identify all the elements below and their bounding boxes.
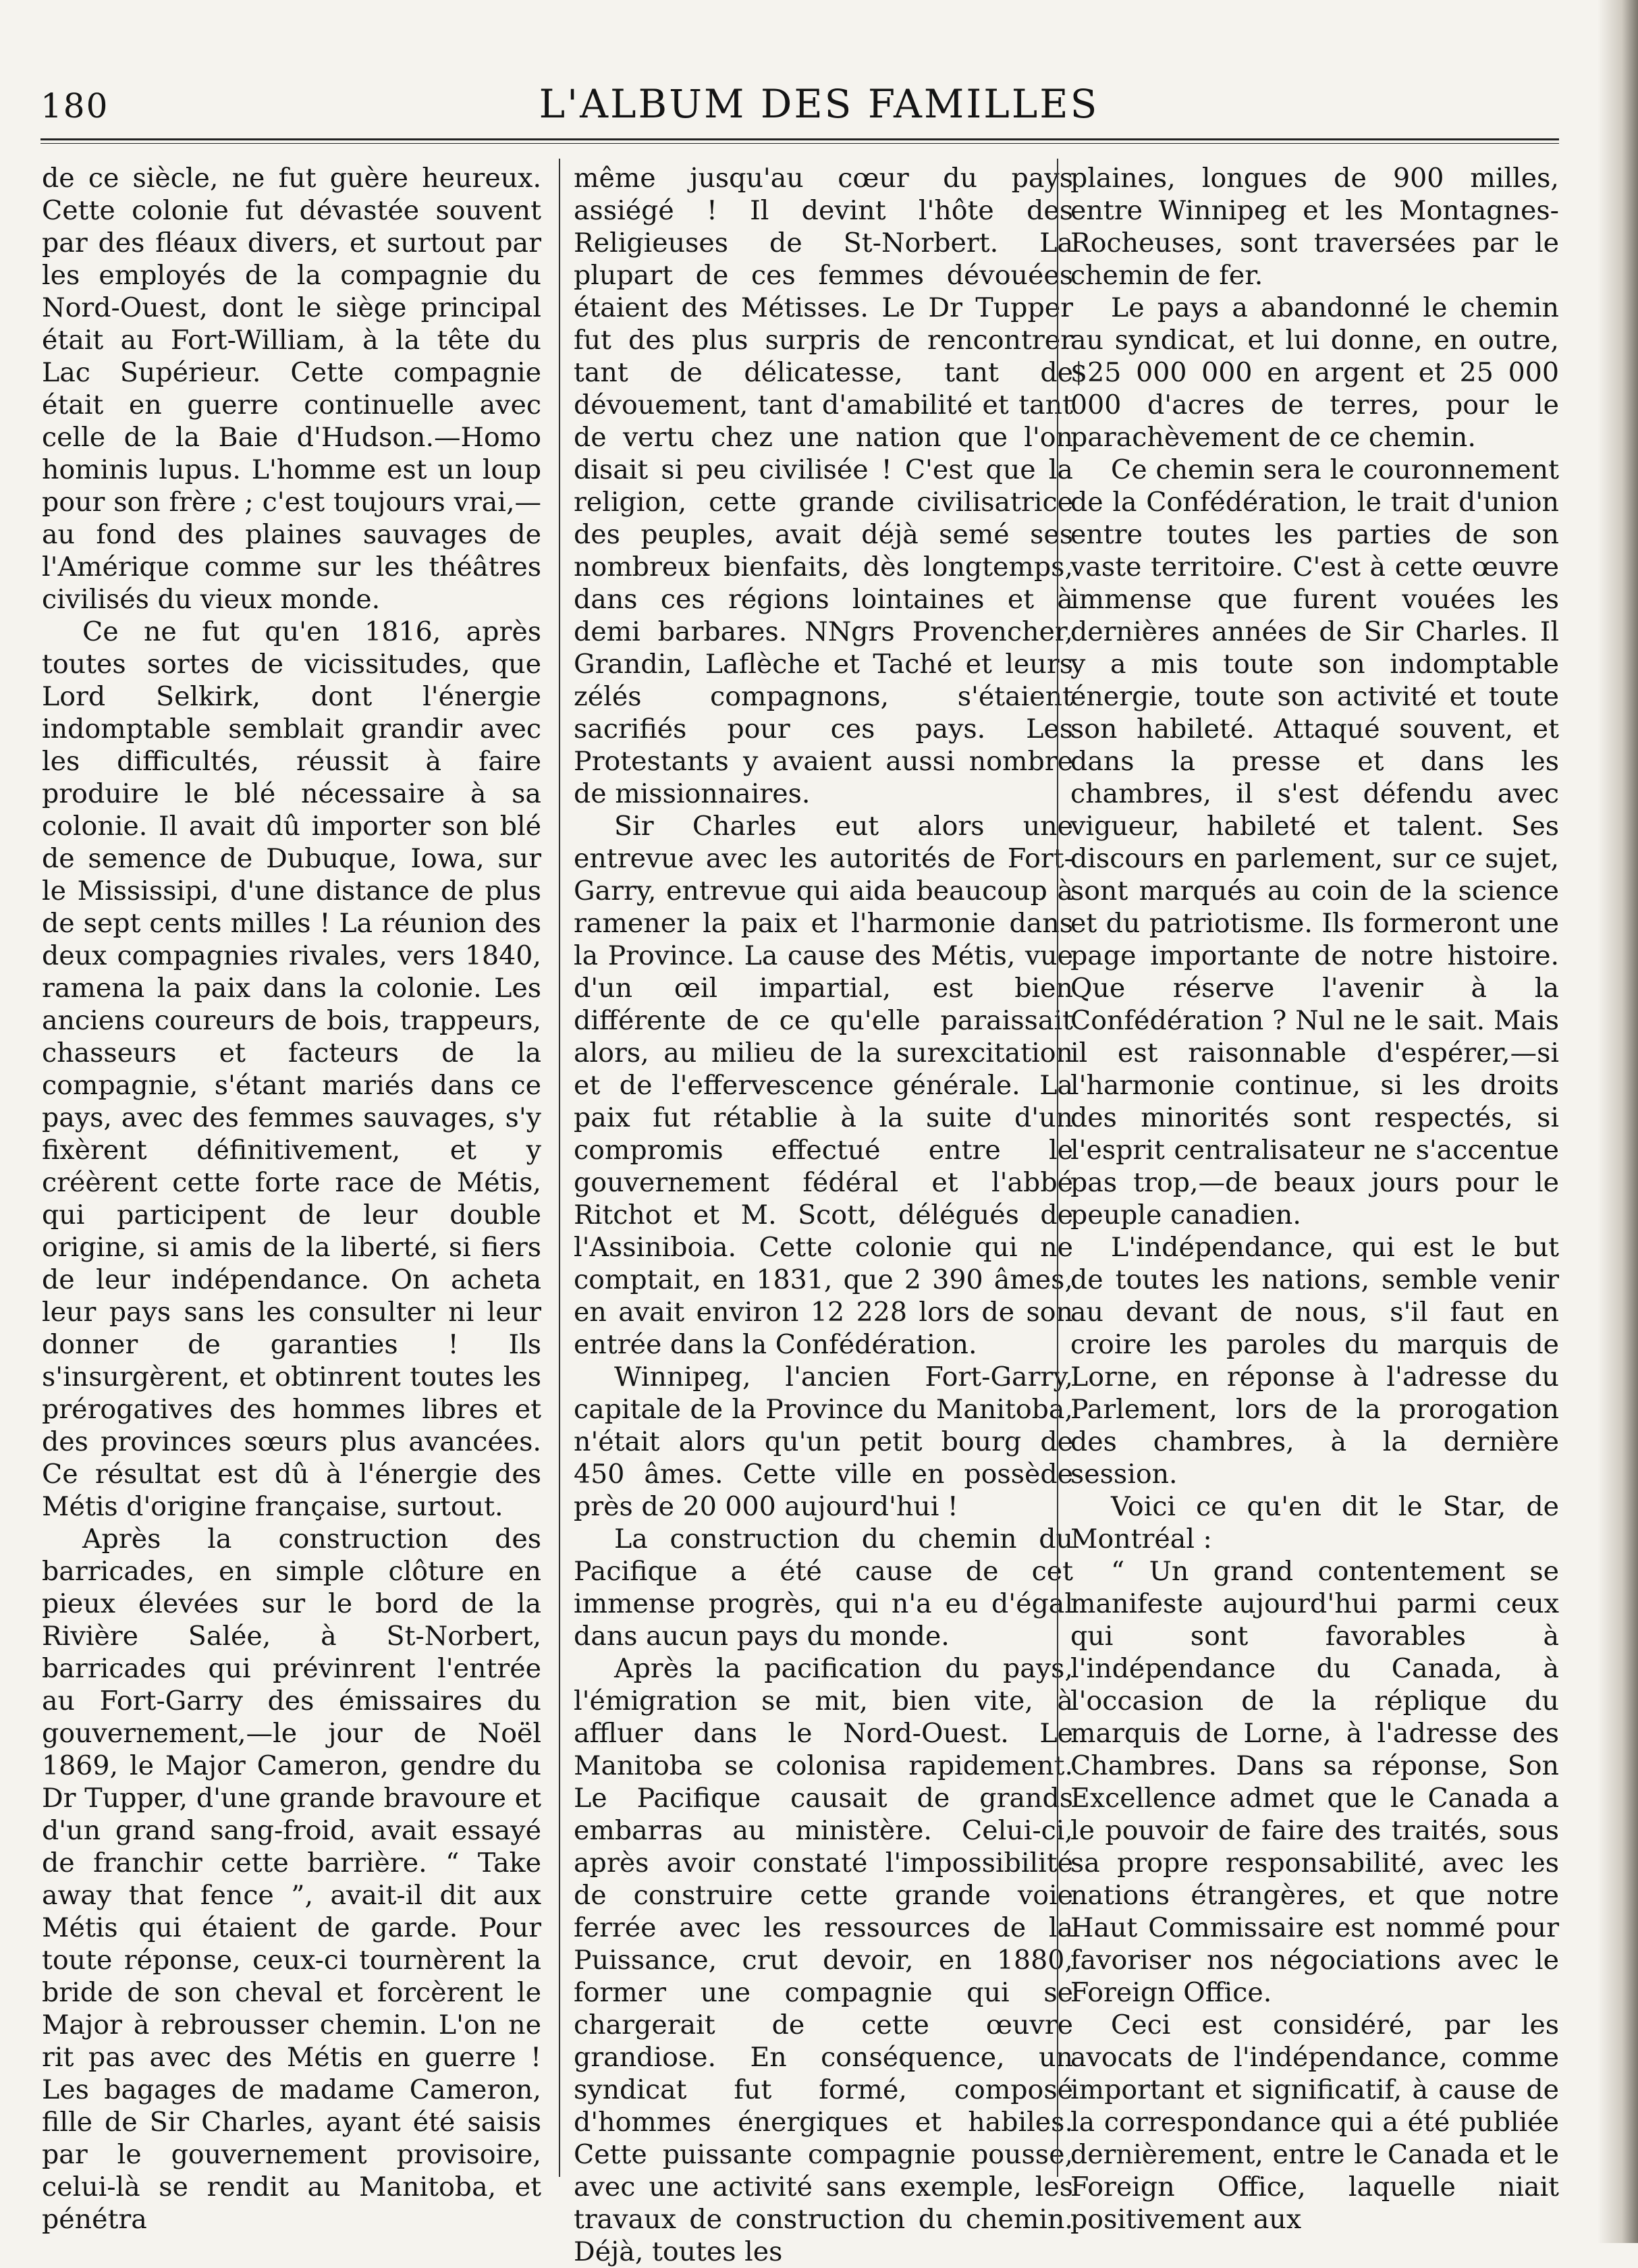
- paragraph: de ce siècle, ne fut guère heureux. Cette colonie fut dévastée souvent par des fléaux divers, et surtout par les employés de la compagnie du Nord-Ouest, dont le siège principal était au Fort-William, à la tête du Lac Supérieur. Cette compagnie était en guerre continuelle avec celle de la Baie d'Hudson.—Homo hominis lupus. L'homme est un loup pour son frère ; c'est toujours vrai,—au fond des plaines sauvages de l'Amérique comme sur les théâtres civilisés du vieux monde.: [42, 163, 541, 615]
- paragraph: L'indépendance, qui est le but de toutes les nations, semble venir au devant de nous, s'il faut en croire les paroles du marquis de Lorne, en réponse à l'adresse du Parlement, lors de la prorogation des chambres, à la dernière session.: [1070, 1232, 1559, 1490]
- paragraph: Voici ce qu'en dit le Star, de Montréal :: [1070, 1491, 1559, 1555]
- paragraph: Ce ne fut qu'en 1816, après toutes sortes de vicissitudes, que Lord Selkirk, dont l'énergie indomptable semblait grandir avec les difficultés, réussit à faire produire le blé nécessaire à sa colonie. Il avait dû importer son blé de semence de Dubuque, Iowa, sur le Mississipi, d'une distance de plus de sept cents milles ! La réunion des deux compagnies rivales, vers 1840, ramena la paix dans la colonie. Les anciens coureurs de bois, trappeurs, chasseurs et facteurs de la compagnie, s'étant mariés dans ce pays, avec des femmes sauvages, s'y fixèrent définitivement, et y créèrent cette forte race de Métis, qui participent de leur double origine, si amis de la liberté, si fiers de leur indépendance. On acheta leur pays sans les consulter ni leur donner de garanties ! Ils s'insurgèrent, et obtinrent toutes les prérogatives des hommes libres et des provinces sœurs plus avancées. Ce résultat est dû à l'énergie des Métis d'origine française, surtout.: [42, 616, 541, 1522]
- text-column-3: [1070, 162, 1559, 2235]
- paragraph: “ Un grand contentement se manifeste aujourd'hui parmi ceux qui sont favorables à l'indépendance du Canada, à l'occasion de la réplique du marquis de Lorne, à l'adresse des Chambres. Dans sa réponse, Son Excellence admet que le Canada a le pouvoir de faire des traités, sous sa propre responsabilité, avec les nations étrangères, et que notre Haut Commissaire est nommé pour favoriser nos négociations avec le Foreign Office.: [1070, 1556, 1559, 2008]
- paragraph: Ceci est considéré, par les avocats de l'indépendance, comme important et significatif, à cause de la correspondance qui a été publiée dernièrement, entre le Canada et le Foreign Office, laquelle niait positivement aux: [1070, 2009, 1559, 2235]
- paragraph: Sir Charles eut alors une entrevue avec les autorités de Fort-Garry, entrevue qui aida beaucoup à ramener la paix et l'harmonie dans la Province. La cause des Métis, vue d'un œil impartial, est bien différente de ce qu'elle paraissait alors, au milieu de la surexcitation et de l'effervescence générale. La paix fut rétablie à la suite d'un compromis effectué entre le gouvernement fédéral et l'abbé Ritchot et M. Scott, délégués de l'Assiniboia. Cette colonie qui ne comptait, en 1831, que 2 390 âmes, en avait environ 12 228 lors de son entrée dans la Confédération.: [574, 811, 1073, 1360]
- paragraph: Winnipeg, l'ancien Fort-Garry, capitale de la Province du Manitoba, n'était alors qu'un petit bourg de 450 âmes. Cette ville en possède près de 20 000 aujourd'hui !: [574, 1361, 1073, 1522]
- column-rule: [559, 159, 560, 2177]
- page-edge-shadow: [1598, 0, 1638, 2243]
- running-head: L'ALBUM DES FAMILLES: [539, 81, 1099, 127]
- paragraph: Ce chemin sera le couronnement de la Confédération, le trait d'union entre toutes les parties de son vaste territoire. C'est à cette œuvre immense que furent vouées les dernières années de Sir Charles. Il y a mis toute son indomptable énergie, toute son activité et toute son habileté. Attaqué souvent, et dans la presse et dans les chambres, il s'est défendu avec vigueur, habileté et talent. Ses discours en parlement, sur ce sujet, sont marqués au coin de la science et du patriotisme. Ils formeront une page importante de notre histoire. Que réserve l'avenir à la Confédération ? Nul ne le sait. Mais il est raisonnable d'espérer,—si l'harmonie continue, si les droits des minorités sont respectés, si l'esprit centralisateur ne s'accentue pas trop,—de beaux jours pour le peuple canadien.: [1070, 454, 1559, 1231]
- paragraph: Après la construction des barricades, en simple clôture en pieux élevées sur le bord de la Rivière Salée, à St-Norbert, barricades qui prévinrent l'entrée au Fort-Garry des émissaires du gouvernement,—le jour de Noël 1869, le Major Cameron, gendre du Dr Tupper, d'une grande bravoure et d'un grand sang-froid, avait essayé de franchir cette barrière. “ Take away that fence ”, avait-il dit aux Métis qui étaient de garde. Pour toute réponse, ceux-ci tournèrent la bride de son cheval et forcèrent le Major à rebrousser chemin. L'on ne rit pas avec des Métis en guerre ! Les bagages de madame Cameron, fille de Sir Charles, ayant été saisis par le gouvernement provisoire, celui-là se rendit au Manitoba, et pénétra: [42, 1523, 541, 2235]
- paragraph: La construction du chemin du Pacifique a été cause de cet immense progrès, qui n'a eu d'égal dans aucun pays du monde.: [574, 1523, 1073, 1652]
- column-rule: [1057, 159, 1058, 2177]
- paragraph: Le pays a abandonné le chemin au syndicat, et lui donne, en outre, $25 000 000 en argent et 25 000 000 d'acres de terres, pour le parachèvement de ce chemin.: [1070, 292, 1559, 453]
- paragraph: même jusqu'au cœur du pays assiégé ! Il devint l'hôte des Religieuses de St-Norbert. La plupart de ces femmes dévouées étaient des Métisses. Le Dr Tupper fut des plus surpris de rencontrer tant de délicatesse, tant de dévouement, tant d'amabilité et tant de vertu chez une nation que l'on disait si peu civilisée ! C'est que la religion, cette grande civilisatrice des peuples, avait déjà semé ses nombreux bienfaits, dès longtemps, dans ces régions lointaines et à demi barbares. NNgrs Provencher, Grandin, Laflèche et Taché et leurs zélés compagnons, s'étaient sacrifiés pour ces pays. Les Protestants y avaient aussi nombre de missionnaires.: [574, 163, 1073, 809]
- text-column-1: [42, 162, 541, 2235]
- header-rule: [40, 138, 1559, 144]
- paragraph: plaines, longues de 900 milles, entre Winnipeg et les Montagnes-Rocheuses, sont traversées par le chemin de fer.: [1070, 163, 1559, 291]
- page-number: 180: [40, 86, 109, 126]
- paragraph: Après la pacification du pays, l'émigration se mit, bien vite, à affluer dans le Nord-Ouest. Le Manitoba se colonisa rapidement. Le Pacifique causait de grands embarras au ministère. Celui-ci, après avoir constaté l'impossibilité de construire cette grande voie ferrée avec les ressources de la Puissance, crut devoir, en 1880, former une compagnie qui se chargerait de cette œuvre grandiose. En conséquence, un syndicat fut formé, composé d'hommes énergiques et habiles. Cette puissante compagnie pousse, avec une activité sans exemple, les travaux de construction du chemin. Déjà, toutes les: [574, 1653, 1073, 2267]
- text-column-2: [574, 162, 1073, 2267]
